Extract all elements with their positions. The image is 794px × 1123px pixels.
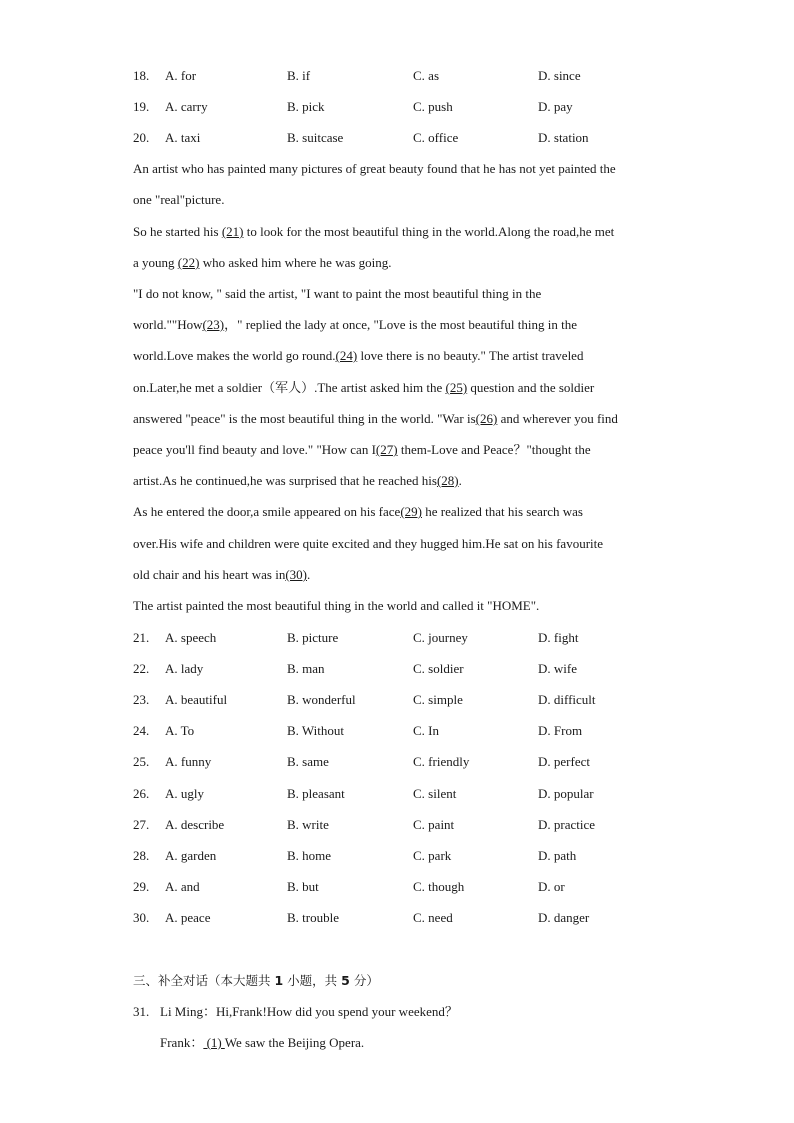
option-b[interactable]: B. man — [287, 661, 325, 676]
option-a[interactable]: A. describe — [165, 817, 225, 832]
blank-26: (26) — [475, 411, 498, 426]
option-c[interactable]: C. as — [413, 68, 439, 83]
option-a[interactable]: A. carry — [165, 99, 208, 114]
question-row-18 — [133, 68, 733, 84]
passage-line: artist.As he continued,he was surprised that he reached his(28). — [133, 473, 462, 488]
question-number: 24. — [133, 723, 150, 738]
question-row-26 — [133, 786, 733, 802]
option-c[interactable]: C. silent — [413, 786, 457, 801]
blank-21: (21) — [221, 224, 244, 239]
question-row-24 — [133, 723, 733, 739]
option-d[interactable]: D. danger — [538, 910, 590, 925]
question-row-29 — [133, 879, 733, 895]
question-row-22 — [133, 661, 733, 677]
blank-23: (23) — [202, 317, 225, 332]
option-b[interactable]: B. same — [287, 754, 329, 769]
option-b[interactable]: B. Without — [287, 723, 345, 738]
option-b[interactable]: B. picture — [287, 630, 339, 645]
passage-line: So he started his (21) to look for the most beautiful thing in the world.Along the road,he met — [133, 224, 615, 239]
question-number: 29. — [133, 879, 150, 894]
passage-line: a young (22) who asked him where he was going. — [133, 255, 392, 270]
option-a[interactable]: A. garden — [165, 848, 217, 863]
question-row-27 — [133, 817, 733, 833]
blank-28: (28) — [436, 473, 459, 488]
option-a[interactable]: A. and — [165, 879, 200, 894]
question-row-28 — [133, 848, 733, 864]
question-number: 26. — [133, 786, 150, 801]
option-d[interactable]: D. or — [538, 879, 565, 894]
option-b[interactable]: B. but — [287, 879, 319, 894]
option-b[interactable]: B. home — [287, 848, 332, 863]
option-b[interactable]: B. pleasant — [287, 786, 345, 801]
question-number: 22. — [133, 661, 150, 676]
option-a[interactable]: A. funny — [165, 754, 212, 769]
option-a[interactable]: A. speech — [165, 630, 217, 645]
passage-line: answered "peace" is the most beautiful thing in the world. "War is(26) and wherever you find — [133, 411, 618, 426]
question-number: 27. — [133, 817, 150, 832]
option-d[interactable]: D. popular — [538, 786, 594, 801]
dialogue-line-frank: Frank： (1) We saw the Beijing Opera. — [160, 1035, 365, 1050]
option-d[interactable]: D. pay — [538, 99, 573, 114]
option-a[interactable]: A. beautiful — [165, 692, 228, 707]
question-number: 20. — [133, 130, 150, 145]
passage-line: world.Love makes the world go round.(24) love there is no beauty." The artist traveled — [133, 348, 584, 363]
passage-line: on.Later,he met a soldier（军人）.The artist asked him the (25) question and the soldier — [133, 380, 595, 395]
passage-line: An artist who has painted many pictures of great beauty found that he has not yet painted the — [133, 161, 616, 176]
question-number: 21. — [133, 630, 150, 645]
option-b[interactable]: B. pick — [287, 99, 325, 114]
question-row-23 — [133, 692, 733, 708]
option-c[interactable]: C. friendly — [413, 754, 470, 769]
question-row-19 — [133, 99, 733, 115]
option-b[interactable]: B. write — [287, 817, 329, 832]
blank-25: (25) — [445, 380, 468, 395]
dialogue-line-li-ming: Li Ming：Hi,Frank!How did you spend your weekend？ — [160, 1004, 458, 1019]
option-a[interactable]: A. taxi — [165, 130, 201, 145]
option-d[interactable]: D. path — [538, 848, 577, 863]
option-a[interactable]: A. ugly — [165, 786, 204, 801]
question-number: 30. — [133, 910, 150, 925]
question-number: 18. — [133, 68, 150, 83]
question-row-21 — [133, 630, 733, 646]
option-a[interactable]: A. lady — [165, 661, 204, 676]
blank-22: (22) — [177, 255, 200, 270]
passage-line: one "real"picture. — [133, 192, 225, 207]
passage-line: old chair and his heart was in(30). — [133, 567, 311, 582]
question-number: 28. — [133, 848, 150, 863]
question-number: 23. — [133, 692, 150, 707]
passage-line: The artist painted the most beautiful thing in the world and called it "HOME". — [133, 598, 540, 613]
option-d[interactable]: D. station — [538, 130, 589, 145]
option-a[interactable]: A. To — [165, 723, 195, 738]
option-d[interactable]: D. wife — [538, 661, 577, 676]
option-c[interactable]: C. park — [413, 848, 452, 863]
option-d[interactable]: D. fight — [538, 630, 579, 645]
option-b[interactable]: B. wonderful — [287, 692, 356, 707]
option-c[interactable]: C. journey — [413, 630, 468, 645]
blank-24: (24) — [335, 348, 358, 363]
option-b[interactable]: B. trouble — [287, 910, 339, 925]
question-number: 25. — [133, 754, 150, 769]
question-row-25 — [133, 754, 733, 770]
option-d[interactable]: D. practice — [538, 817, 596, 832]
option-d[interactable]: D. From — [538, 723, 583, 738]
option-c[interactable]: C. paint — [413, 817, 455, 832]
option-d[interactable]: D. difficult — [538, 692, 596, 707]
dialogue-number: 31. — [133, 1004, 150, 1019]
option-c[interactable]: C. need — [413, 910, 453, 925]
option-b[interactable]: B. if — [287, 68, 311, 83]
passage-line: As he entered the door,a smile appeared on his face(29) he realized that his search was — [133, 504, 583, 519]
blank-30: (30) — [285, 567, 308, 582]
question-number: 19. — [133, 99, 150, 114]
blank-dialogue-1[interactable]: (1) — [203, 1035, 225, 1050]
option-c[interactable]: C. though — [413, 879, 465, 894]
blank-27: (27) — [375, 442, 398, 457]
question-row-20 — [133, 130, 733, 146]
option-d[interactable]: D. perfect — [538, 754, 590, 769]
option-c[interactable]: C. In — [413, 723, 439, 738]
section-heading: 三、补全对话（本大题共 1 小题，共 5 分） — [133, 973, 379, 988]
question-row-30 — [133, 910, 733, 926]
option-c[interactable]: C. office — [413, 130, 459, 145]
option-b[interactable]: B. suitcase — [287, 130, 344, 145]
passage-line: peace you'll find beauty and love." "How can I(27) them-Love and Peace？"thought the — [133, 442, 591, 457]
option-c[interactable]: C. push — [413, 99, 453, 114]
passage-line: "I do not know, " said the artist, "I want to paint the most beautiful thing in the — [133, 286, 542, 301]
option-d[interactable]: D. since — [538, 68, 581, 83]
option-a[interactable]: A. for — [165, 68, 197, 83]
option-c[interactable]: C. simple — [413, 692, 463, 707]
passage-line: over.His wife and children were quite excited and they hugged him.He sat on his favourite — [133, 536, 604, 551]
passage-line: world.""How(23)，" replied the lady at once, "Love is the most beautiful thing in the — [133, 317, 578, 332]
option-a[interactable]: A. peace — [165, 910, 211, 925]
blank-29: (29) — [400, 504, 422, 519]
option-c[interactable]: C. soldier — [413, 661, 464, 676]
